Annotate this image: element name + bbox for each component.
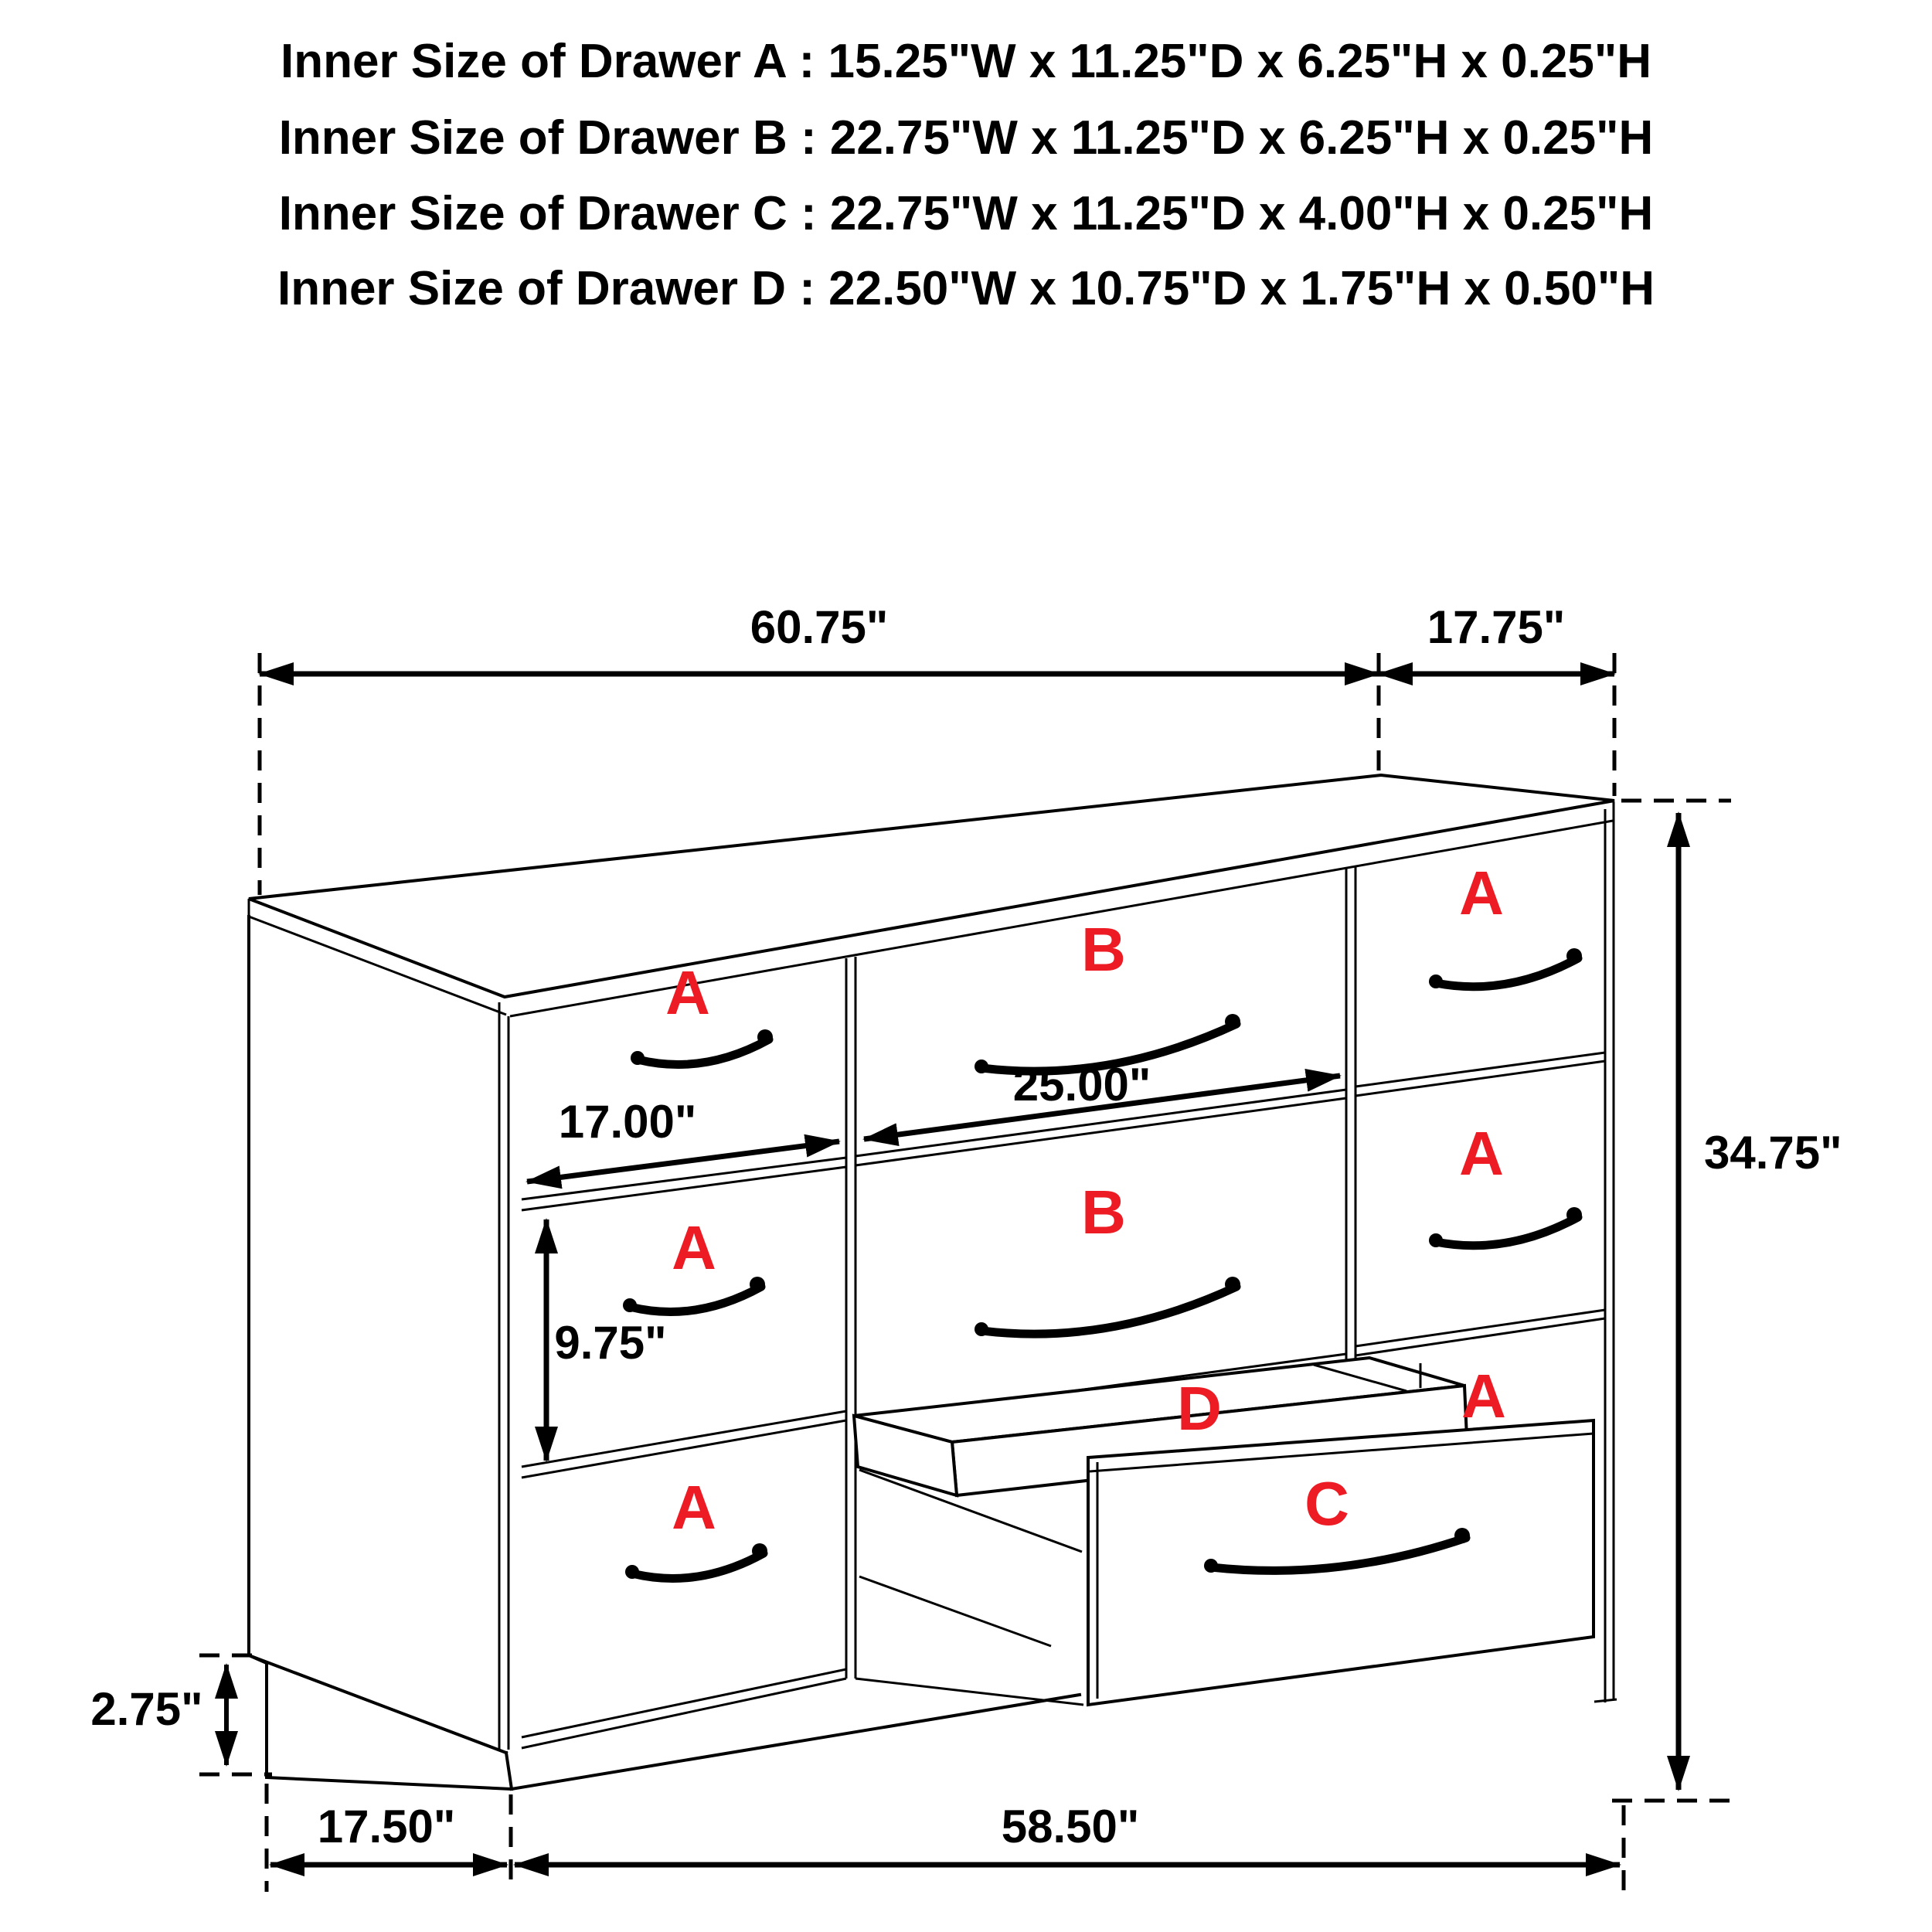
dim-drawer-row-height-label: 9.75" (554, 1317, 667, 1369)
drawer-a1-left-label: A (665, 958, 710, 1027)
dim-drawer-b-width-label: 25.00" (1012, 1059, 1151, 1111)
drawer-b2-handle-icon (975, 1277, 1240, 1336)
drawer-a2-left-label: A (672, 1213, 716, 1282)
dresser-base (249, 1655, 512, 1789)
column-divider-left (846, 957, 855, 1679)
dim-height-label: 34.75" (1704, 1127, 1842, 1179)
title-line-2: Inner Size of Drawer B : 22.75"W x 11.25"D x 6.25"H x 0.25"H (278, 111, 1654, 165)
dim-base-height-label: 2.75" (90, 1683, 203, 1735)
open-bay (855, 1470, 1083, 1705)
drawer-a2-right-handle-icon (1429, 1207, 1582, 1247)
dresser-left-side (249, 917, 506, 1753)
title-block (277, 35, 1655, 315)
dim-top-width-label: 60.75" (750, 601, 889, 653)
drawer-d-label: D (1177, 1374, 1222, 1443)
drawer-a3-left-handle-icon (625, 1543, 767, 1579)
title-line-3: Inner Size of Drawer C : 22.75"W x 11.25"D x 4.00"H x 0.25"H (278, 187, 1654, 240)
drawer-a3-right-label: A (1461, 1362, 1506, 1430)
title-line-4: Inner Size of Drawer D : 22.50"W x 10.75"D x 1.75"H x 0.50"H (277, 262, 1655, 315)
drawer-b2-label: B (1081, 1178, 1126, 1247)
dim-base-front-width-label: 58.50" (1001, 1801, 1140, 1852)
drawer-a2-right-label: A (1459, 1119, 1504, 1188)
drawer-a1-left-handle-icon (631, 1029, 773, 1065)
dim-top-depth-label: 17.75" (1427, 601, 1566, 653)
dim-base-side-depth-label: 17.50" (317, 1801, 456, 1852)
drawer-a1-right-label: A (1459, 859, 1504, 927)
dimension-annotations (90, 601, 1842, 1892)
column-divider-right (1346, 867, 1355, 1439)
drawer-c-label: C (1304, 1469, 1349, 1538)
dresser-top-face (249, 775, 1614, 997)
drawer-a3-left-label: A (672, 1473, 716, 1542)
dim-drawer-a-width-label: 17.00" (558, 1096, 697, 1148)
title-line-1: Inner Size of Drawer A : 15.25"W x 11.25"D x 6.25"H x 0.25"H (281, 35, 1651, 88)
drawer-a1-right-handle-icon (1429, 948, 1582, 988)
drawer-b1-label: B (1081, 915, 1126, 984)
